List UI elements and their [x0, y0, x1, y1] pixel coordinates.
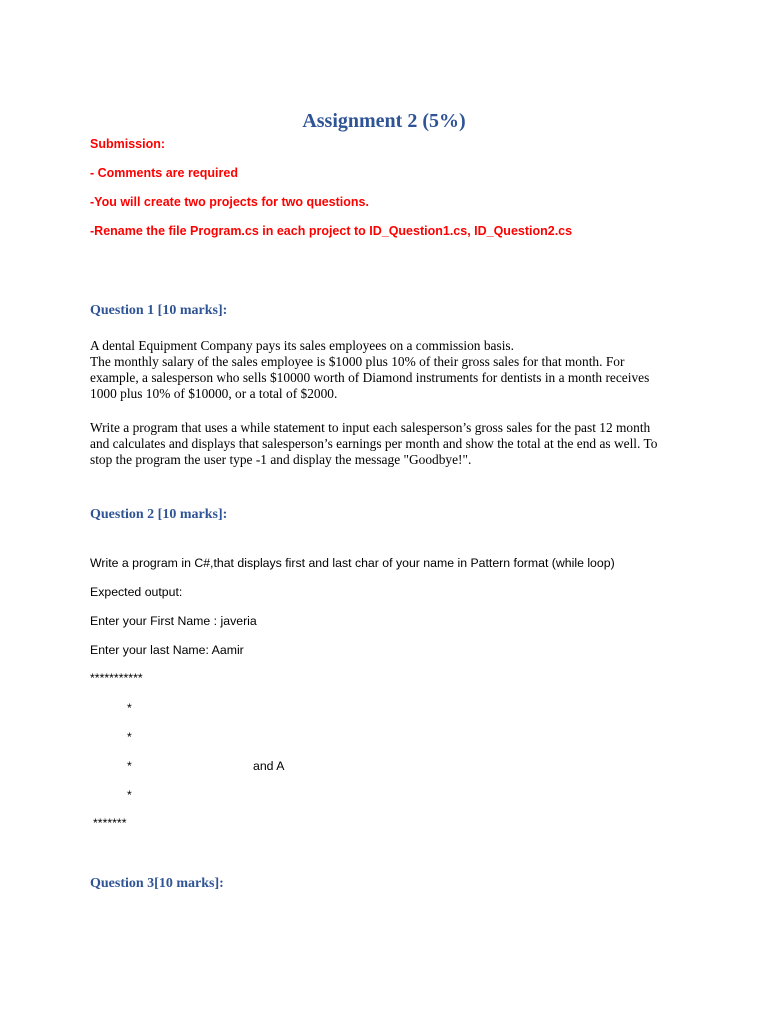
pattern-stem: *	[127, 788, 132, 802]
submission-item-rename: -Rename the file Program.cs in each project to ID_Question1.cs, ID_Question2.cs	[90, 224, 573, 238]
submission-label: Submission:	[90, 137, 166, 151]
pattern-stem: *	[127, 730, 132, 744]
submission-item-projects: -You will create two projects for two questions.	[90, 195, 369, 209]
paragraph-line: The monthly salary of the sales employee is $1000 plus 10% of their gross sales for that month. For	[90, 354, 625, 369]
pattern-side-text: and A	[253, 759, 285, 773]
pattern-bottom-row: *******	[93, 816, 127, 830]
pattern-stem: *	[127, 759, 132, 773]
submission-item-comments: - Comments are required	[90, 166, 238, 180]
question-1-paragraph-2	[90, 420, 690, 468]
paragraph-line: 1000 plus 10% of $10000, or a total of $2000.	[90, 386, 338, 401]
question-1-heading: Question 1 [10 marks]:	[90, 303, 228, 318]
question-3-heading: Question 3[10 marks]:	[90, 876, 224, 891]
paragraph-line: and calculates and displays that salesperson’s earnings per month and show the total at the end as well. To	[90, 436, 658, 451]
last-name-line: Enter your last Name: Aamir	[90, 643, 244, 657]
paragraph-line: example, a salesperson who sells $10000 worth of Diamond instruments for dentists in a month receives	[90, 370, 650, 385]
question-2-heading: Question 2 [10 marks]:	[90, 507, 228, 522]
document-title: Assignment 2 (5%)	[302, 110, 466, 132]
question-2-prompt: Write a program in C#,that displays first and last char of your name in Pattern format (while loop)	[90, 556, 615, 570]
paragraph-line: A dental Equipment Company pays its sales employees on a commission basis.	[90, 338, 514, 353]
paragraph-line: stop the program the user type -1 and display the message "Goodbye!".	[90, 452, 472, 467]
pattern-stem: *	[127, 701, 132, 715]
first-name-line: Enter your First Name : javeria	[90, 614, 257, 628]
question-1-paragraph-1	[90, 338, 690, 402]
expected-output-label: Expected output:	[90, 585, 183, 599]
paragraph-line: Write a program that uses a while statement to input each salesperson’s gross sales for the past 12 month	[90, 420, 651, 435]
pattern-top-row: ***********	[90, 671, 143, 685]
